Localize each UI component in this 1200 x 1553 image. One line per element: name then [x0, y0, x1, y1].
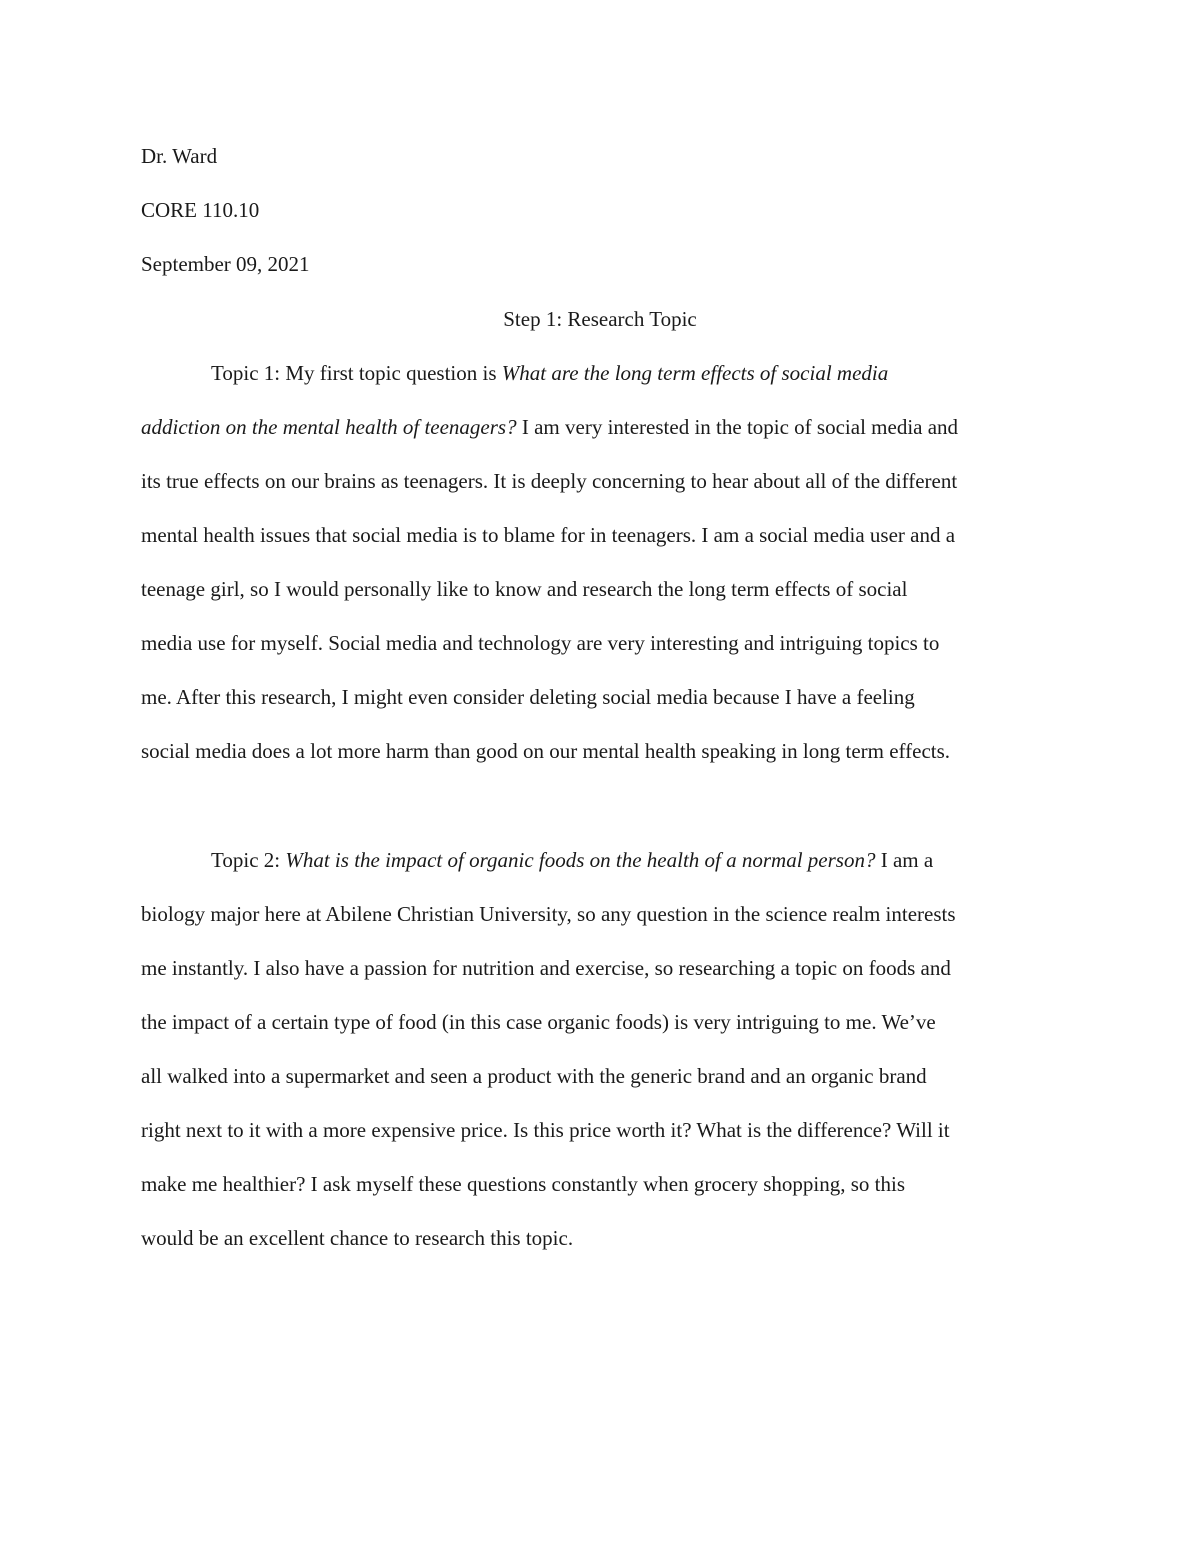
- topic2-line: would be an excellent chance to research this topic.: [141, 1226, 574, 1250]
- topic2-question: What is the impact of organic foods on the health of a normal person?: [285, 848, 876, 872]
- topic1-line: Topic 1: My first topic question is What are the long term effects of social media: [211, 361, 889, 385]
- topic2-line: all walked into a supermarket and seen a product with the generic brand and an organic brand: [141, 1064, 927, 1088]
- topic1-question: addiction on the mental health of teenagers?: [141, 415, 517, 439]
- instructor-name: Dr. Ward: [141, 144, 218, 168]
- topic1-line: media use for myself. Social media and technology are very interesting and intriguing topics to: [141, 631, 940, 655]
- document-title: Step 1: Research Topic: [503, 307, 697, 331]
- topic1-line: teenage girl, so I would personally like to know and research the long term effects of social: [141, 577, 908, 601]
- topic1-line: social media does a lot more harm than good on our mental health speaking in long term effects.: [141, 739, 951, 763]
- topic1-line: mental health issues that social media is to blame for in teenagers. I am a social media user and a: [141, 523, 956, 547]
- topic2-line: Topic 2: What is the impact of organic foods on the health of a normal person? I am a: [211, 848, 934, 872]
- topic1-question: What are the long term effects of social media: [501, 361, 889, 385]
- topic2-line: the impact of a certain type of food (in this case organic foods) is very intriguing to me. We’ve: [141, 1010, 936, 1034]
- course-code: CORE 110.10: [141, 198, 260, 222]
- topic1-line: addiction on the mental health of teenagers? I am very interested in the topic of social media and: [141, 415, 959, 439]
- topic2-line: biology major here at Abilene Christian University, so any question in the science realm interests: [141, 902, 956, 926]
- topic1-line: its true effects on our brains as teenagers. It is deeply concerning to hear about all of the different: [141, 469, 958, 493]
- topic2-line: me instantly. I also have a passion for nutrition and exercise, so researching a topic on foods and: [141, 956, 951, 980]
- topic1-line: me. After this research, I might even consider deleting social media because I have a feeling: [141, 685, 915, 709]
- document-date: September 09, 2021: [141, 252, 310, 276]
- topic2-line: make me healthier? I ask myself these questions constantly when grocery shopping, so this: [141, 1172, 905, 1196]
- topic2-line: right next to it with a more expensive price. Is this price worth it? What is the difference? Will it: [141, 1118, 950, 1142]
